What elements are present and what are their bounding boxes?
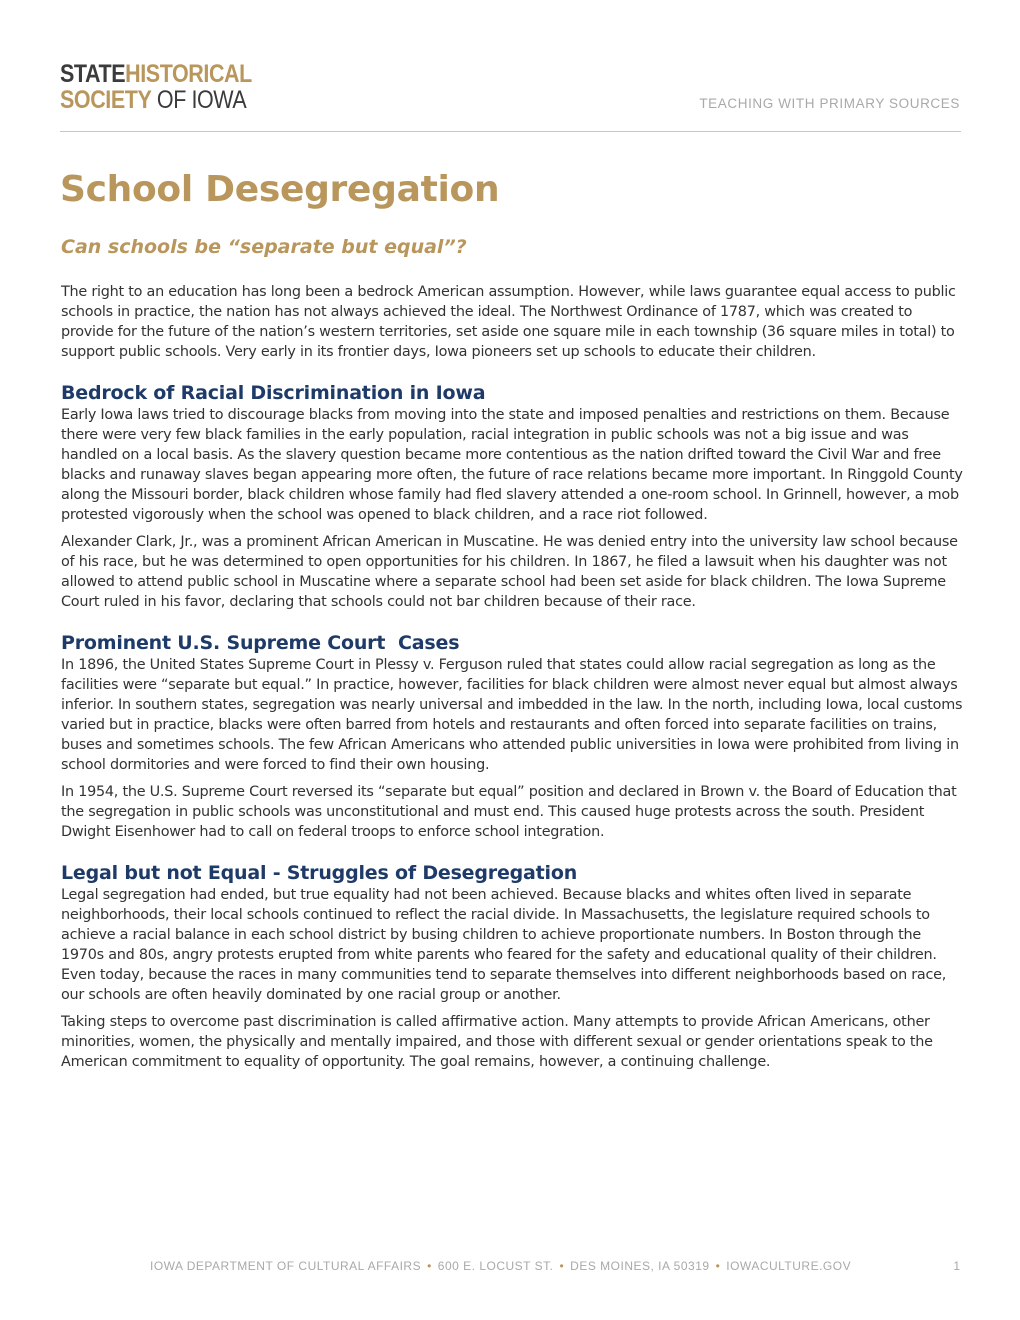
footer-separator: • bbox=[715, 1259, 721, 1273]
intro-paragraph: The right to an education has long been a bedrock American assumption. However, while laws guarantee equal access to public schools in practice, the nation has not always achieved the ideal. The Northwest Ordinance of 1787, which was created to provide for the future of the nation’s western territories, set aside one square mile in each township (36 square miles in total) to support public schools. Very early in its frontier days, Iowa pioneers set up schools to educate their children. bbox=[61, 284, 956, 360]
footer-separator: • bbox=[427, 1259, 432, 1273]
footer-separator: • bbox=[559, 1259, 565, 1273]
page-number: 1 bbox=[953, 1259, 960, 1273]
section-paragraph: Alexander Clark, Jr., was a prominent African American in Muscatine. He was denied entry into the university law school because of his race, but he was determined to open opportunities for his children. In 1867, he filed a lawsuit when his daughter was not allowed to attend public school in Muscatine where a separate school had been set aside for black children. The Iowa Supreme Court ruled in his favor, declaring that schools could not bar children because of their race. bbox=[61, 534, 958, 610]
section-heading-supreme-court-cases: Prominent U.S. Supreme Court Cases bbox=[61, 632, 460, 654]
footer-address bbox=[150, 1259, 851, 1273]
logo-word-state: STATE bbox=[60, 60, 126, 88]
section-paragraph: Taking steps to overcome past discrimination is called affirmative action. Many attempts to provide African Americans, other minorities, women, the physically and mentally impaired, and those with different sexual or gender orientations speak to the American commitment to equality of opportunity. The goal remains, however, a continuing challenge. bbox=[61, 1014, 933, 1070]
footer-city: DES MOINES, IA 50319 bbox=[570, 1259, 710, 1273]
section-paragraph: In 1954, the U.S. Supreme Court reversed its “separate but equal” position and declared in Brown v. the Board of Education that the segregation in public schools was unconstitutional and must end. This caused huge protests across the south. President Dwight Eisenhower had to call on federal troops to enforce school integration. bbox=[61, 784, 957, 840]
footer-street: 600 E. LOCUST ST. bbox=[437, 1259, 554, 1273]
footer-website-link[interactable]: IOWACULTURE.GOV bbox=[726, 1259, 852, 1273]
page-title: School Desegregation bbox=[60, 169, 500, 210]
section-paragraph: Early Iowa laws tried to discourage blacks from moving into the state and imposed penalties and restrictions on them. Because there were very few black families in the early population, racial integration in public schools was not a big issue and was handled on a local basis. As the slavery question became more contentious as the nation drifted toward the Civil War and free blacks and runaway slaves began appearing more often, the future of race relations became more important. In Ringgold County along the Missouri border, black children whose family had fled slavery attended a one-room school. In Grinnell, however, a mob protested vigorously when the school was opened to black children, and a race riot followed. bbox=[61, 407, 963, 523]
state-historical-society-logo bbox=[60, 61, 252, 113]
header-divider bbox=[60, 131, 961, 132]
section-heading-struggles-of-desegregation: Legal but not Equal - Struggles of Desegregation bbox=[61, 862, 578, 884]
footer-department: IOWA DEPARTMENT OF CULTURAL AFFAIRS bbox=[150, 1259, 422, 1273]
logo-word-historical: HISTORICAL bbox=[125, 60, 252, 88]
section-paragraph: In 1896, the United States Supreme Court in Plessy v. Ferguson ruled that states could allow racial segregation as long as the facilities were “separate but equal.” In practice, however, facilities for black children were almost never equal but almost always inferior. In southern states, segregation was nearly universal and imbedded in the law. In the north, including Iowa, local customs varied but in practice, blacks were often barred from hotels and restaurants and often forced into separate facilities on trains, buses and sometimes schools. The few African Americans who attended public universities in Iowa were prohibited from living in school dormitories and were forced to find their own housing. bbox=[61, 657, 963, 773]
section-paragraph: Legal segregation had ended, but true equality had not been achieved. Because blacks and whites often lived in separate neighborhoods, their local schools continued to reflect the racial divide. In Massachusetts, the legislature required schools to achieve a racial balance in each school district by busing children to achieve proportionate numbers. In Boston through the 1970s and 80s, angry protests erupted from white parents who feared for the safety and educational quality of their children. Even today, because the races in many communities tend to separate themselves into different neighborhoods based on race, our schools are often heavily dominated by one racial group or another. bbox=[61, 887, 947, 1003]
section-heading-racial-discrimination: Bedrock of Racial Discrimination in Iowa bbox=[61, 382, 486, 404]
logo-word-society: SOCIETY bbox=[60, 86, 152, 114]
document-body bbox=[61, 282, 963, 1079]
header-tagline: TEACHING WITH PRIMARY SOURCES bbox=[699, 96, 960, 111]
logo-word-of-iowa: OF IOWA bbox=[156, 86, 247, 114]
page-subtitle: Can schools be “separate but equal”? bbox=[61, 236, 467, 258]
